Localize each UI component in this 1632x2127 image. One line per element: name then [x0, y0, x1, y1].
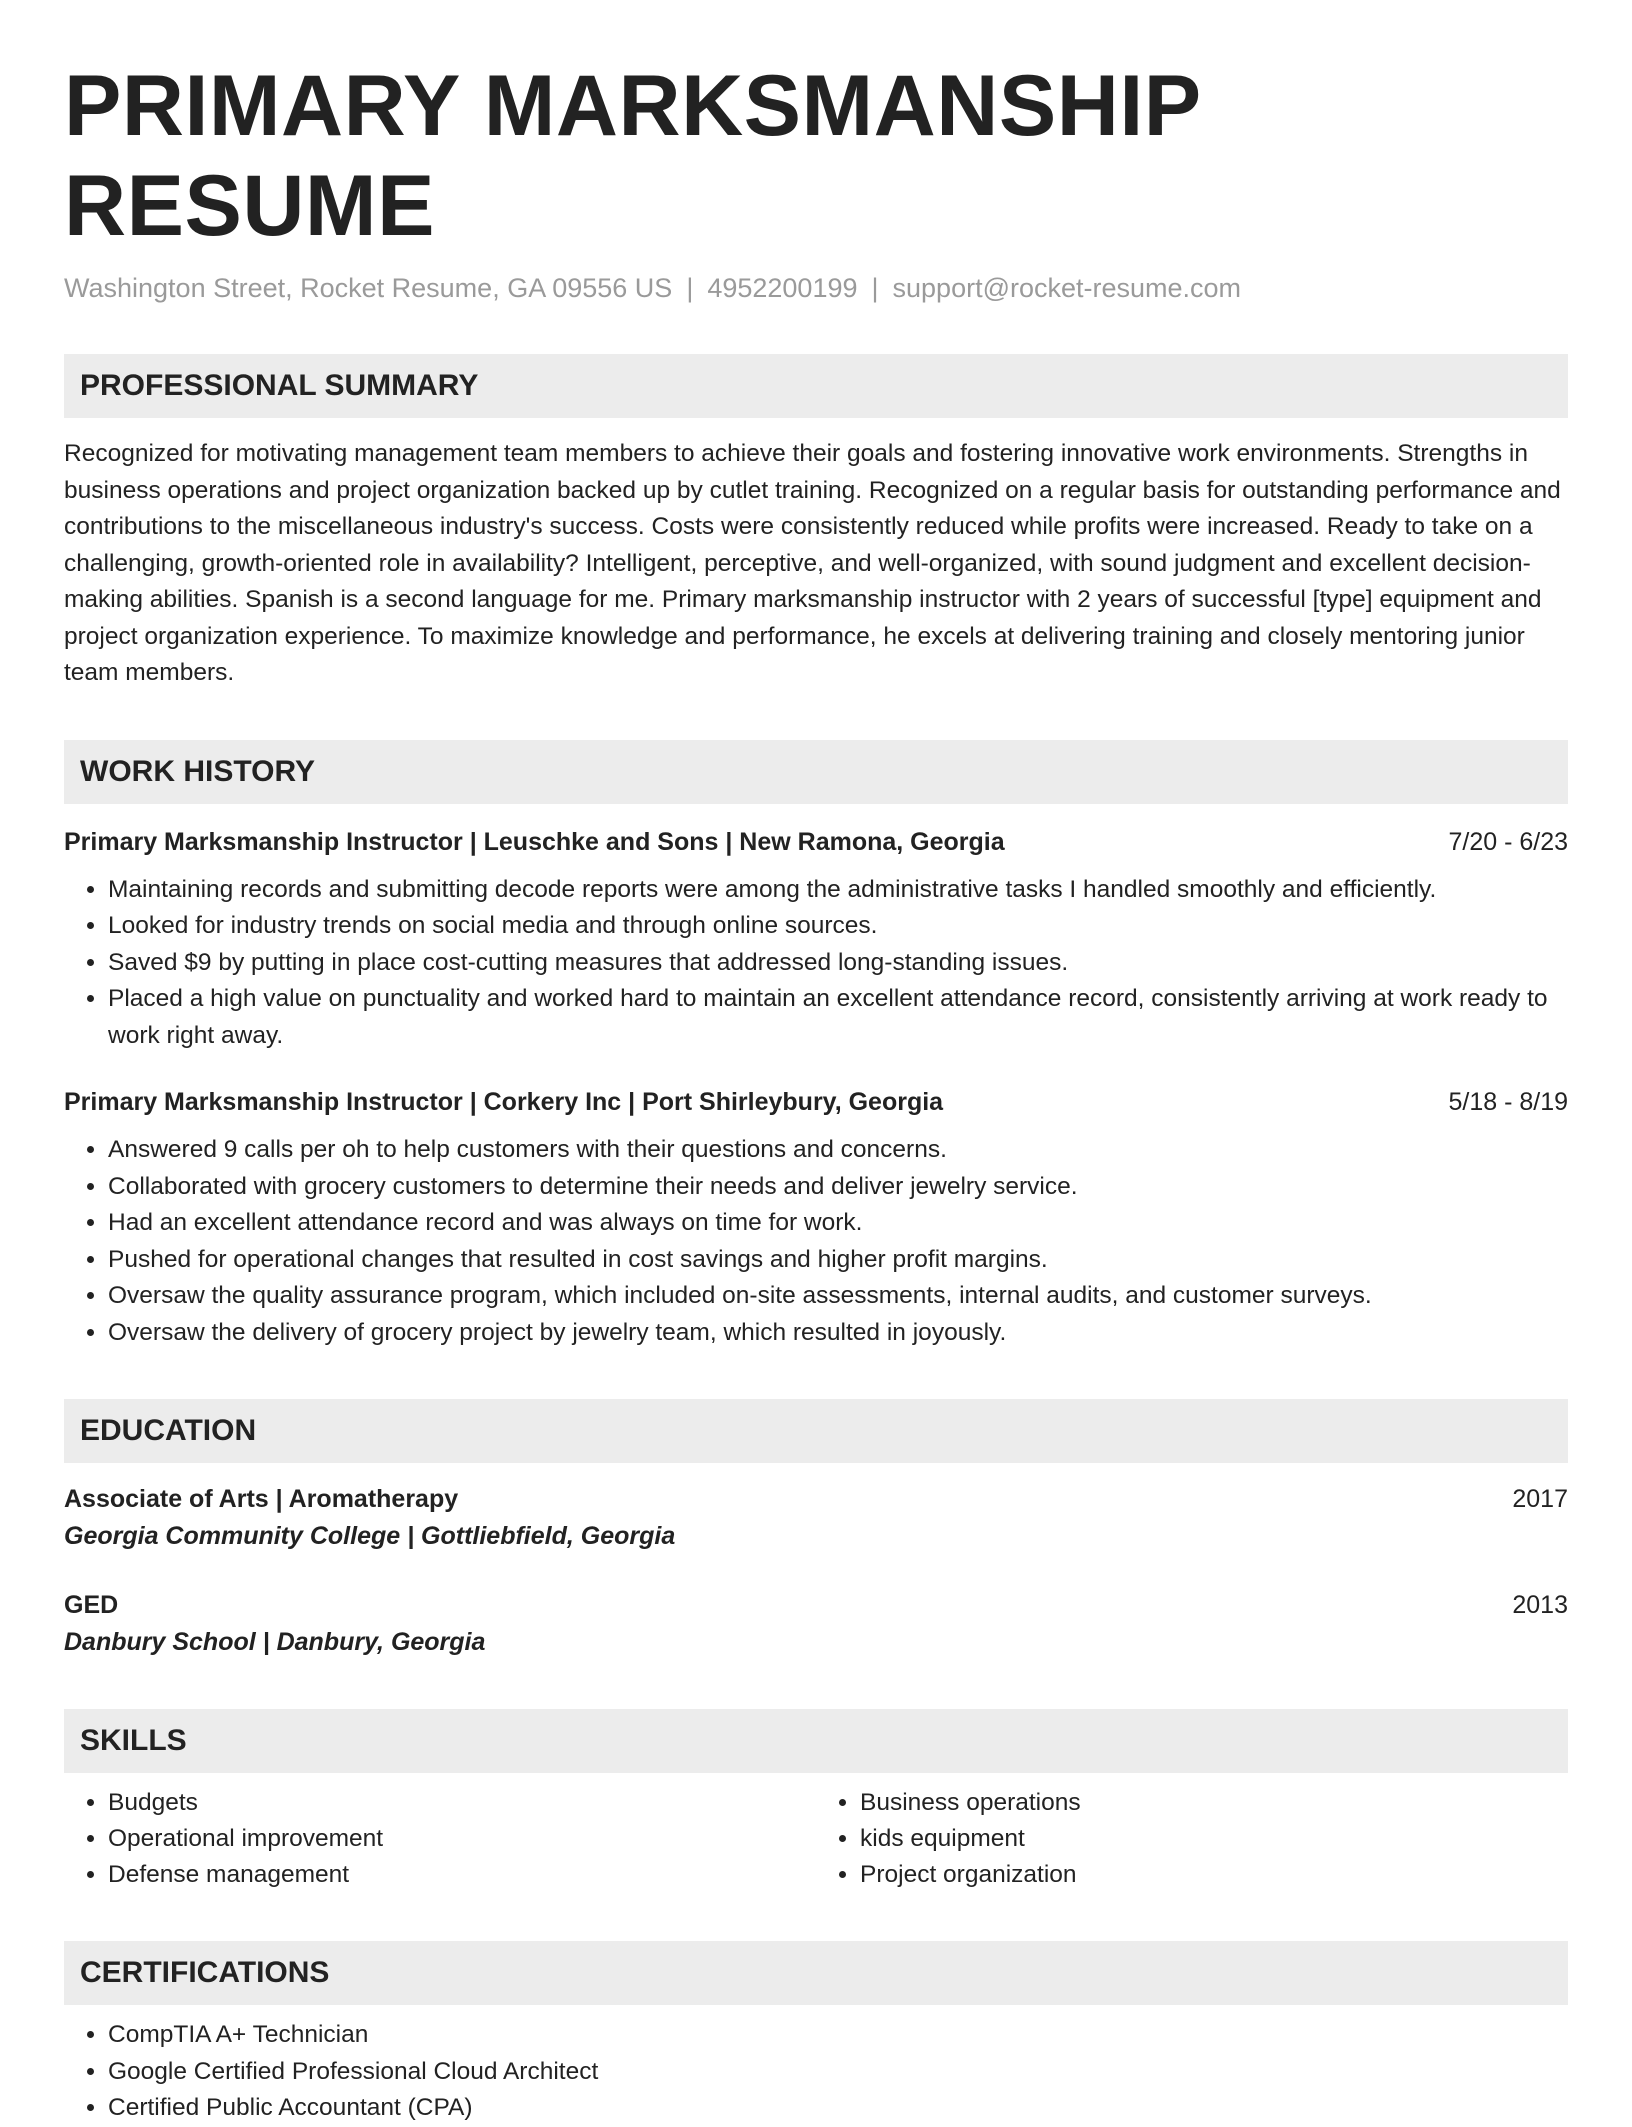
summary-text: Recognized for motivating management team members to achieve their goals and fostering innovative work environments. Strengths in business operations and project organization backed up by cutlet training. Recognized on a regular basis for outstanding performance and contributions to the miscellaneous industry's success. Costs were consistently reduced while profits were increased. Ready to take on a challenging, growth-oriented role in availability? Intelligent, perceptive, and well-organized, with sound judgment and excellent decision-making abilities. Spanish is a second language for me. Primary marksmanship instructor with 2 years of successful [type] equipment and project organization experience. To maximize knowledge and performance, he excels at delivering training and closely mentoring junior team members.	[64, 440, 1561, 686]
job-entry	[64, 824, 1568, 1055]
skills-heading: SKILLS	[64, 1709, 1568, 1773]
education-school: Georgia Community College | Gottliebfield, Georgia	[64, 1522, 676, 1550]
job-bullet: • Collaborated with grocery customers to determine their needs and deliver jewelry service.	[108, 1169, 1568, 1206]
resume-title: PRIMARY MARKSMANSHIP RESUME	[64, 58, 1201, 254]
job-title: Primary Marksmanship Instructor | Leuschke and Sons | New Ramona, Georgia	[64, 827, 1005, 856]
skill-item: • kids equipment	[860, 1821, 1568, 1857]
contact-phone: 4952200199	[707, 273, 858, 303]
job-bullet: • Saved $9 by putting in place cost-cutting measures that addressed long-standing issues.	[108, 945, 1568, 982]
job-dates: 5/18 - 8/19	[1448, 1088, 1568, 1116]
skill-item: • Operational improvement	[108, 1821, 816, 1857]
skill-item: • Budgets	[108, 1785, 816, 1821]
job-bullet: • Answered 9 calls per oh to help customers with their questions and concerns.	[108, 1132, 1568, 1169]
education-header	[64, 1587, 1568, 1623]
certifications-list	[64, 2017, 1568, 2127]
contact-separator: |	[686, 273, 694, 303]
contact-line	[64, 270, 1568, 306]
skill-item: • Business operations	[860, 1785, 1568, 1821]
job-bullet: • Pushed for operational changes that resulted in cost savings and higher profit margins.	[108, 1242, 1568, 1279]
job-entry	[64, 1084, 1568, 1351]
skills-column-right	[816, 1785, 1568, 1893]
job-title: Primary Marksmanship Instructor | Corkery Inc | Port Shirleybury, Georgia	[64, 1088, 944, 1116]
certification-item: • Certified Public Accountant (CPA)	[108, 2090, 1568, 2127]
job-bullets	[64, 872, 1568, 1055]
job-bullets	[64, 1132, 1568, 1351]
education-degree: Associate of Arts | Aromatherapy	[64, 1485, 459, 1513]
skills-column-left	[64, 1785, 816, 1893]
skill-item: • Defense management	[108, 1857, 816, 1893]
job-bullet: • Looked for industry trends on social media and through online sources.	[108, 908, 1568, 945]
education-year: 2013	[1512, 1591, 1568, 1619]
job-bullet: • Placed a high value on punctuality and worked hard to maintain an excellent attendance record, consistently arriving at work ready to work right away.	[108, 981, 1568, 1054]
job-bullet: • Oversaw the delivery of grocery project by jewelry team, which resulted in joyously.	[108, 1315, 1568, 1352]
education-header	[64, 1481, 1568, 1517]
job-header	[64, 1084, 1568, 1120]
contact-email: support@rocket-resume.com	[892, 273, 1242, 303]
job-bullet: • Had an excellent attendance record and was always on time for work.	[108, 1205, 1568, 1242]
certification-item: • CompTIA A+ Technician	[108, 2017, 1568, 2054]
education-year: 2017	[1512, 1485, 1568, 1513]
work-history-section	[64, 740, 1568, 1352]
job-bullet: • Maintaining records and submitting decode reports were among the administrative tasks I handled smoothly and efficiently.	[108, 872, 1568, 909]
skill-item: • Project organization	[860, 1857, 1568, 1893]
skills-section	[64, 1709, 1568, 1893]
certifications-heading: CERTIFICATIONS	[64, 1941, 1568, 2005]
summary-section	[64, 354, 1568, 692]
education-school: Danbury School | Danbury, Georgia	[64, 1628, 486, 1656]
education-degree: GED	[64, 1591, 119, 1619]
contact-separator: |	[871, 273, 879, 303]
certification-item: • Google Certified Professional Cloud Architect	[108, 2054, 1568, 2091]
job-dates: 7/20 - 6/23	[1448, 827, 1568, 856]
education-section	[64, 1399, 1568, 1661]
education-entry	[64, 1587, 1568, 1661]
summary-heading: PROFESSIONAL SUMMARY	[64, 354, 1568, 418]
job-bullet: • Oversaw the quality assurance program, which included on-site assessments, internal audits, and customer surveys.	[108, 1278, 1568, 1315]
job-header	[64, 824, 1568, 860]
education-entry	[64, 1481, 1568, 1555]
skills-grid	[64, 1785, 1568, 1893]
education-heading: EDUCATION	[64, 1399, 1568, 1463]
work-history-heading: WORK HISTORY	[64, 740, 1568, 804]
certifications-section	[64, 1941, 1568, 2127]
contact-address: Washington Street, Rocket Resume, GA 09556 US	[64, 273, 673, 303]
